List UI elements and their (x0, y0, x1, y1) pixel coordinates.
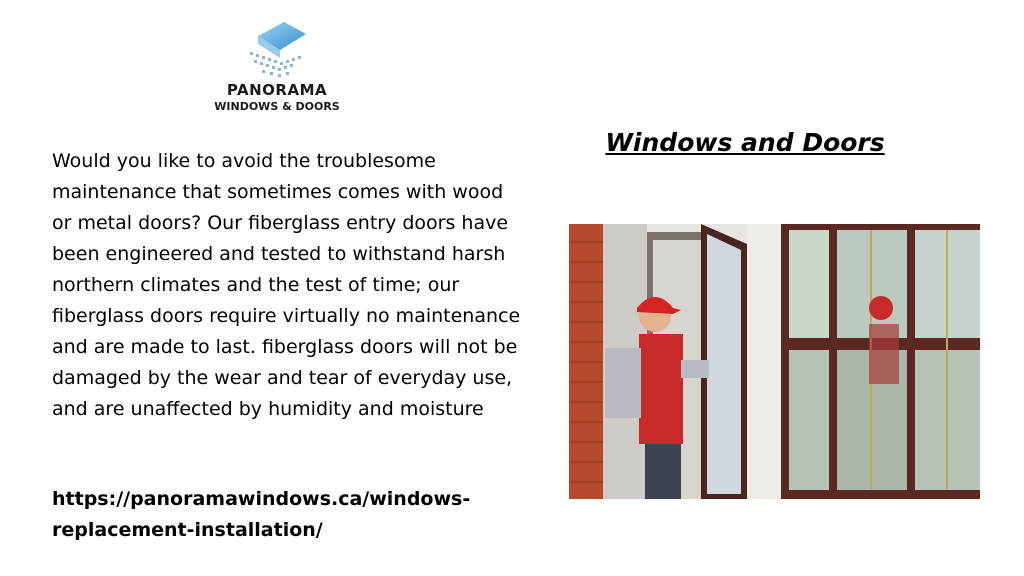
logo-title: PANORAMA (226, 81, 328, 99)
installer-photo (569, 224, 980, 499)
photo-illustration (569, 224, 980, 499)
company-logo (194, 10, 360, 118)
page-heading: Windows and Doors (605, 128, 885, 157)
logo-subtitle: WINDOWS & DOORS (214, 100, 340, 113)
website-link[interactable]: https://panoramawindows.ca/windows-replacement-installation/ (52, 488, 471, 541)
body-paragraph: Would you like to avoid the troublesome maintenance that sometimes comes with wood or metal doors? Our fiberglass entry doors have been engineered and tested to withstand harsh northern climates and the test of time; our fiberglass doors require virtually no maintenance and are made to last. fiberglass doors will not be damaged by the wear and tear of everyday use, and are unaffected by humidity and moisture (52, 150, 521, 420)
logo-mark-icon (244, 14, 314, 84)
